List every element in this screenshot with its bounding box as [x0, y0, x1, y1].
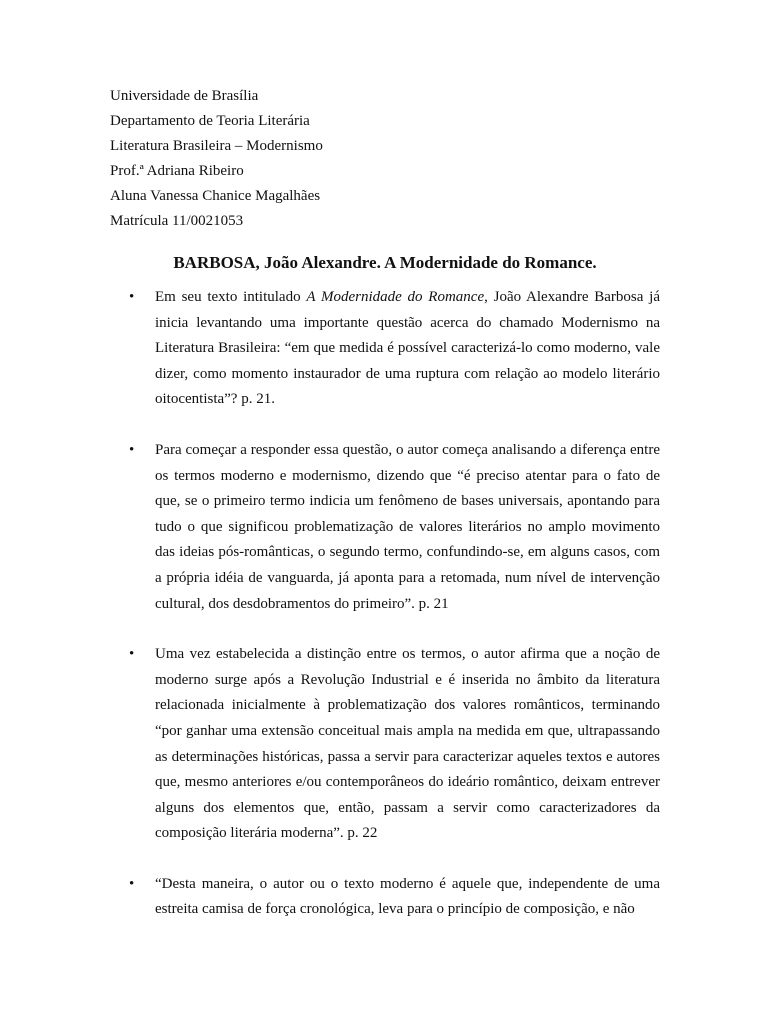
- professor-line: Prof.ª Adriana Ribeiro: [110, 163, 244, 179]
- bullet-icon: •: [129, 289, 135, 305]
- document-title: BARBOSA, João Alexandre. A Modernidade do Romance.: [173, 253, 597, 272]
- list-item: [110, 285, 660, 413]
- paragraph-text: Uma vez estabelecida a distinção entre os termos, o autor afirma que a noção de moderno surge após a Revolução Industrial e é inserida no âmbito da literatura relacionada inicialmente à problematização dos valores românticos, terminando “por ganhar uma extensão conceitual mais ampla na medida em que, ultrapassando as determinações históricas, passa a servir para caracterizar aqueles textos e autores que, mesmo anteriores e/ou contemporâneos do ideário romântico, deixam entrever alguns dos elementos que, então, passam a servir como caracterizadores da composição literária moderna”. p. 22: [155, 646, 660, 842]
- list-item: [110, 642, 660, 847]
- book-title-italic: A Modernidade do Romance: [306, 289, 485, 305]
- university-line: Universidade de Brasília: [110, 88, 259, 104]
- department-line: Departamento de Teoria Literária: [110, 113, 310, 129]
- paragraph-text: Para começar a responder essa questão, o autor começa analisando a diferença entre os termos moderno e modernismo, dizendo que “é preciso atentar para o fato de que, se o primeiro termo indicia um fenômeno de bases universais, apontando para tudo o que significou problematização de valores literários no amplo movimento das ideias pós-românticas, o segundo termo, confundindo-se, em alguns casos, com a própria idéia de vanguarda, já aponta para a retomada, num nível de intervenção cultural, dos desdobramentos do primeiro”. p. 21: [155, 441, 660, 612]
- student-line: Aluna Vanessa Chanice Magalhães: [110, 188, 321, 204]
- course-line: Literatura Brasileira – Modernismo: [110, 138, 323, 154]
- bullet-list: [110, 285, 660, 924]
- bullet-icon: •: [129, 646, 135, 663]
- registration-line: Matrícula 11/0021053: [110, 213, 244, 229]
- paragraph-text-end: , João Alexandre Barbosa já inicia levantando uma importante questão acerca do chamado Modernismo na Literatura Brasileira: “em que medida é possível caracterizá-lo como moderno, vale dizer, como momento instaurador de uma ruptura com relação ao modelo literário oitocentista”? p. 21.: [155, 289, 660, 408]
- bullet-icon: •: [129, 441, 135, 458]
- paragraph-text: “Desta maneira, o autor ou o texto moderno é aquele que, independente de uma estreita camisa de força cronológica, leva para o princípio de composição, e não: [155, 875, 660, 918]
- document-header: [110, 84, 660, 234]
- paragraph-text-start: Em seu texto intitulado: [155, 289, 307, 305]
- list-item: [110, 872, 660, 924]
- bullet-icon: •: [129, 875, 135, 892]
- paragraph-text: [155, 289, 660, 407]
- list-item: [110, 438, 660, 617]
